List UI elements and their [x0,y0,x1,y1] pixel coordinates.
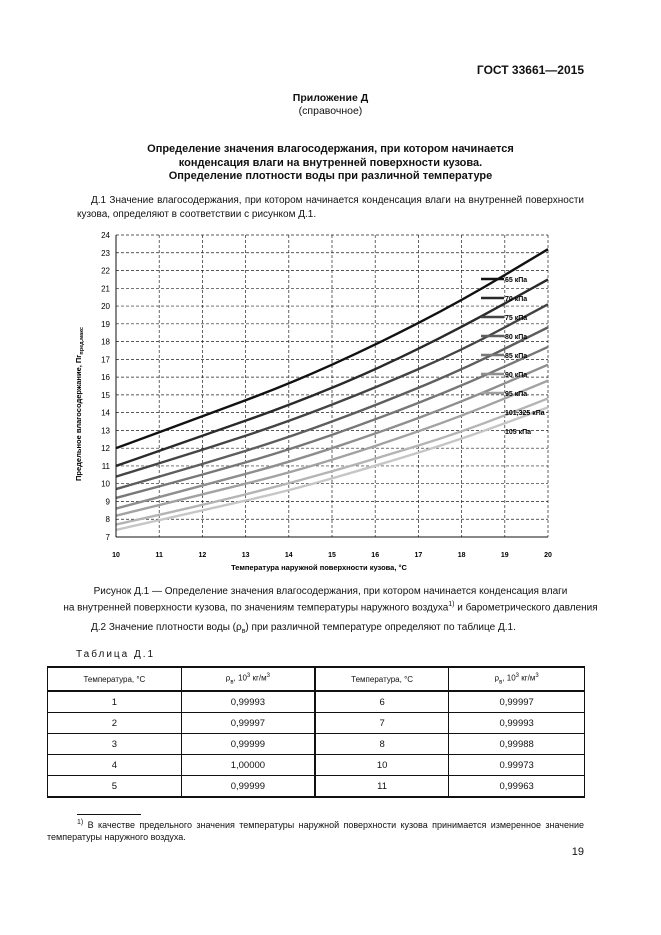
standard-number: ГОСТ 33661—2015 [476,63,584,77]
legend-label: 80 кПа [505,334,528,341]
x-tick-label: 10 [112,552,120,559]
cell: 0,99999 [181,776,315,798]
table-title: Таблица Д.1 [76,649,156,660]
water-density-table [47,666,585,798]
x-tick-label: 17 [414,552,423,559]
moisture-chart [60,226,580,578]
y-tick-label: 10 [101,479,110,489]
y-tick-label: 12 [101,444,110,454]
x-tick-label: 12 [198,552,207,559]
cell: 0,99963 [449,776,585,798]
x-tick-label: 14 [284,552,293,559]
cell: 6 [315,691,449,713]
table-row [48,755,585,776]
paragraph-d2 [77,621,584,639]
y-tick-label: 18 [101,337,110,347]
section-title [0,143,661,184]
appendix-subtitle: (справочное) [298,105,363,117]
y-axis-label [74,327,85,481]
y-axis-label-sub: пред.макс [79,327,85,355]
footnote-divider [77,814,141,815]
cell: 3 [48,734,182,755]
table-header-row [48,667,585,691]
section-title-line-1: Определение значения влагосодержания, при котором начинается [147,143,514,155]
cell: 7 [315,713,449,734]
cell: 0,99997 [449,691,585,713]
x-tick-label: 18 [457,552,466,559]
y-tick-label: 24 [101,231,110,240]
legend-label: 95 кПа [505,391,528,398]
y-tick-label: 22 [101,266,110,276]
x-tick-label: 20 [544,552,552,559]
figure-caption-line-2 [0,598,661,614]
cell: 0,99988 [449,734,585,755]
cell: 8 [315,734,449,755]
cell: 0,99997 [181,713,315,734]
legend-label: 70 кПа [505,296,528,303]
cell: 0,99993 [181,691,315,713]
header-temp-1: Температура, °С [48,667,182,691]
section-title-line-2: конденсация влаги на внутренней поверхности кузова. [178,156,483,169]
y-tick-label: 19 [101,319,110,329]
x-axis-label: Температура наружной поверхности кузова, °С [231,563,407,572]
header-rho-1: $\rho_в$, $10^3$ $кг/м^3$ [181,667,315,691]
footnote-text: В качестве предельного значения температуры наружной поверхности кузова принимается измеренное значение температуры наружного воздуха. [47,820,584,842]
cell: 1 [48,691,182,713]
legend-label: 90 кПа [505,372,528,379]
legend-label: 105 кПа [505,429,532,436]
paragraph-d1-text: Д.1 Значение влагосодержания, при котором начинается конденсация влаги на внутренней поверхности кузова, определяют в соответствии с рисунком Д.1. [77,195,584,220]
y-tick-label: 9 [105,497,110,507]
y-tick-label: 21 [101,284,110,294]
table-row [48,691,585,713]
y-tick-label: 13 [101,426,110,436]
cell: 1,00000 [181,755,315,776]
y-tick-label: 8 [105,515,110,525]
cell: 4 [48,755,182,776]
cell: 5 [48,776,182,798]
appendix-title: Приложение Д [292,92,369,104]
y-tick-label: 15 [101,390,110,400]
table-row [48,776,585,798]
y-tick-label: 14 [101,408,110,418]
x-tick-label: 13 [241,552,250,559]
header-temp-2: Температура, °С [315,667,449,691]
paragraph-d2-a: Д.2 Значение плотности воды (ρ [91,622,242,633]
legend-label: 85 кПа [505,353,528,360]
y-axis-label-main: Предельное влагосодержание, Пг [74,354,83,481]
footnote-ref: 1) [448,601,455,608]
y-tick-label: 16 [101,373,110,383]
page-number: 19 [571,846,584,858]
y-tick-label: 23 [101,248,110,258]
cell: 0,99999 [181,734,315,755]
legend-label: 65 кПа [505,277,528,284]
cell: 0,99993 [449,713,585,734]
table-row [48,734,585,755]
figure-caption-line-2b: и барометрического давления [454,602,598,614]
x-tick-label: 19 [500,552,509,559]
paragraph-d1 [77,194,584,221]
paragraph-d2-b: ) при различной температуре определяют по таблице Д.1. [245,622,516,633]
cell: 2 [48,713,182,734]
figure-caption [0,585,661,614]
y-tick-label: 17 [101,355,110,365]
paragraph-d2-sub: в [241,628,246,635]
x-tick-label: 16 [371,552,380,559]
cell: 11 [315,776,449,798]
y-tick-label: 20 [101,302,110,312]
figure-caption-line-2a: на внутренней поверхности кузова, по значениям температуры наружного воздуха [63,602,449,614]
x-tick-label: 11 [155,552,163,559]
header-rho-2: $\rho_в$, $10^3$ $кг/м^3$ [449,667,585,691]
y-tick-label: 7 [105,533,110,542]
footnote [47,817,584,843]
legend-label: 75 кПа [505,315,528,322]
x-tick-label: 15 [328,552,336,559]
figure-caption-line-1: Рисунок Д.1 — Определение значения влагосодержания, при котором начинается конденсация влаги [93,586,568,597]
appendix-heading [0,92,661,118]
table-row [48,713,585,734]
cell: 0.99973 [449,755,585,776]
cell: 10 [315,755,449,776]
y-tick-label: 11 [101,461,110,471]
section-title-line-3: Определение плотности воды при различной температуре [168,170,493,182]
legend-label: 101,325 кПа [505,410,545,417]
footnote-mark: 1) [77,819,84,826]
